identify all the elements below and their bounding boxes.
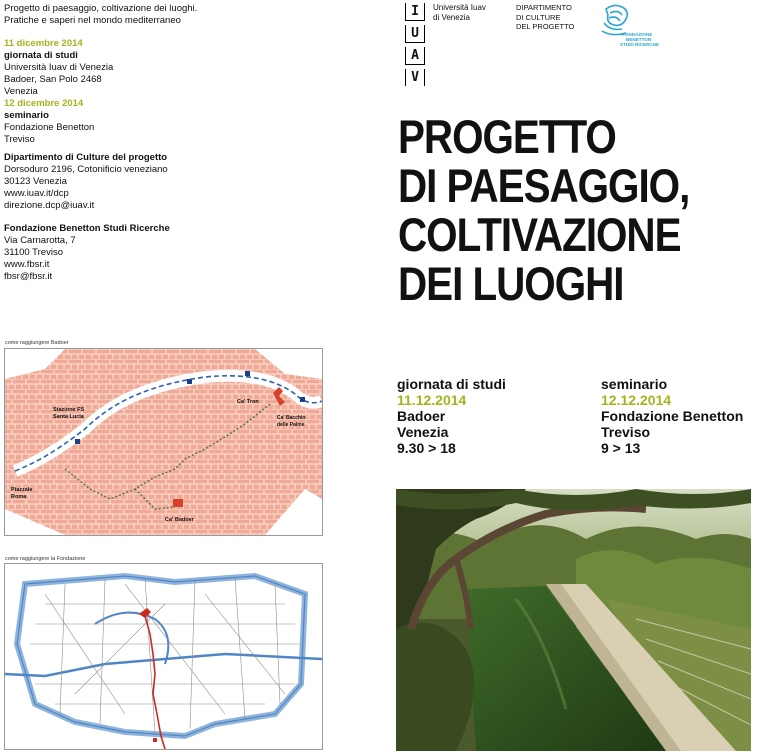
dept-line: 30123 Venezia <box>4 176 67 187</box>
event-treviso <box>601 376 743 456</box>
fond-line: Via Carnarotta, 7 <box>4 235 76 246</box>
event-city: Venezia <box>397 424 449 440</box>
university-line: Università Iuav <box>433 3 486 12</box>
event-1-line: Università Iuav di Venezia <box>4 62 114 73</box>
svg-text:FONDAZIONE: FONDAZIONE <box>622 32 653 37</box>
dept-line: Dorsoduro 2196, Cotonificio veneziano <box>4 164 168 175</box>
main-title-line: DI PAESAGGIO, <box>398 159 690 212</box>
dept-line: direzione.dcp@iuav.it <box>4 200 95 211</box>
map1-caption: come raggiungere Badoer <box>5 340 69 346</box>
iuav-letter: V <box>405 69 425 86</box>
dept-name: Dipartimento di Culture del progetto <box>4 152 168 163</box>
main-title <box>398 112 689 308</box>
map-label: Stazione FS <box>53 407 85 413</box>
map-label: Ca' Bacchin <box>277 415 306 421</box>
department-name <box>516 3 574 32</box>
header-title-line2: Pratiche e saperi nel mondo mediterraneo <box>4 15 181 26</box>
map-label: Santa Lucia <box>53 414 84 420</box>
iuav-letter: A <box>405 47 425 64</box>
map-label: Piazzale <box>11 487 33 493</box>
map-label: Roma <box>11 494 27 500</box>
map-label: delle Palme <box>277 421 305 428</box>
fondazione-benetton-logo <box>600 3 662 47</box>
treviso-map <box>4 563 323 750</box>
event-date: 12.12.2014 <box>601 392 672 408</box>
svg-text:STUDI RICERCHE: STUDI RICERCHE <box>620 42 660 47</box>
event-time: 9.30 > 18 <box>397 440 456 456</box>
event-venezia <box>397 376 506 456</box>
department-line: DEL PROGETTO <box>516 22 575 31</box>
dept-info <box>4 152 168 212</box>
event-2-line: Treviso <box>4 134 35 145</box>
fond-line: 31100 Treviso <box>4 247 63 258</box>
map1-label-piazzale <box>11 487 32 501</box>
fond-name: Fondazione Benetton Studi Ricerche <box>4 223 170 234</box>
main-title-line: DEI LUOGHI <box>398 257 624 310</box>
university-line: di Venezia <box>433 13 470 22</box>
map1-label-stazione <box>53 407 84 421</box>
iuav-letter: I <box>405 3 425 20</box>
header-text <box>4 3 197 27</box>
event-type: giornata di studi <box>397 376 506 392</box>
event-info <box>4 38 113 146</box>
fondazione-info <box>4 223 170 283</box>
iuav-letter: U <box>405 25 425 42</box>
event-1-line: Badoer, San Polo 2468 <box>4 74 102 85</box>
event-2-type: seminario <box>4 110 49 121</box>
map1-label-ca-badoer: Ca' Badoer <box>165 517 194 523</box>
fond-line: www.fbsr.it <box>4 259 50 270</box>
event-type: seminario <box>601 376 668 392</box>
fond-line: fbsr@fbsr.it <box>4 271 53 282</box>
garden-photo <box>396 489 751 751</box>
event-time: 9 > 13 <box>601 440 641 456</box>
map1-label-ca-bacchin <box>277 415 305 428</box>
date-2: 12 dicembre 2014 <box>4 98 84 109</box>
department-line: DIPARTIMENTO <box>516 3 572 12</box>
svg-text:BENETTON: BENETTON <box>626 37 652 42</box>
event-1-type: giornata di studi <box>4 50 78 61</box>
event-place: Fondazione Benetton <box>601 408 744 424</box>
event-place: Badoer <box>397 408 446 424</box>
header-title-line1: Progetto di paesaggio, coltivazione dei luoghi. <box>4 3 198 14</box>
event-2-line: Fondazione Benetton <box>4 122 95 133</box>
dept-line: www.iuav.it/dcp <box>4 188 69 199</box>
venezia-map <box>4 348 323 536</box>
event-1-line: Venezia <box>4 86 38 97</box>
event-city: Treviso <box>601 424 651 440</box>
date-1: 11 dicembre 2014 <box>4 38 83 49</box>
university-name <box>433 3 486 23</box>
main-title-line: PROGETTO <box>398 110 616 163</box>
main-title-line: COLTIVAZIONE <box>398 208 681 261</box>
map1-label-ca-tron: Ca' Tron <box>237 399 259 405</box>
event-date: 11.12.2014 <box>397 392 467 408</box>
iuav-logo <box>405 3 425 86</box>
department-line: DI CULTURE <box>516 12 561 22</box>
map2-caption: come raggiungere la Fondazione <box>5 556 86 562</box>
